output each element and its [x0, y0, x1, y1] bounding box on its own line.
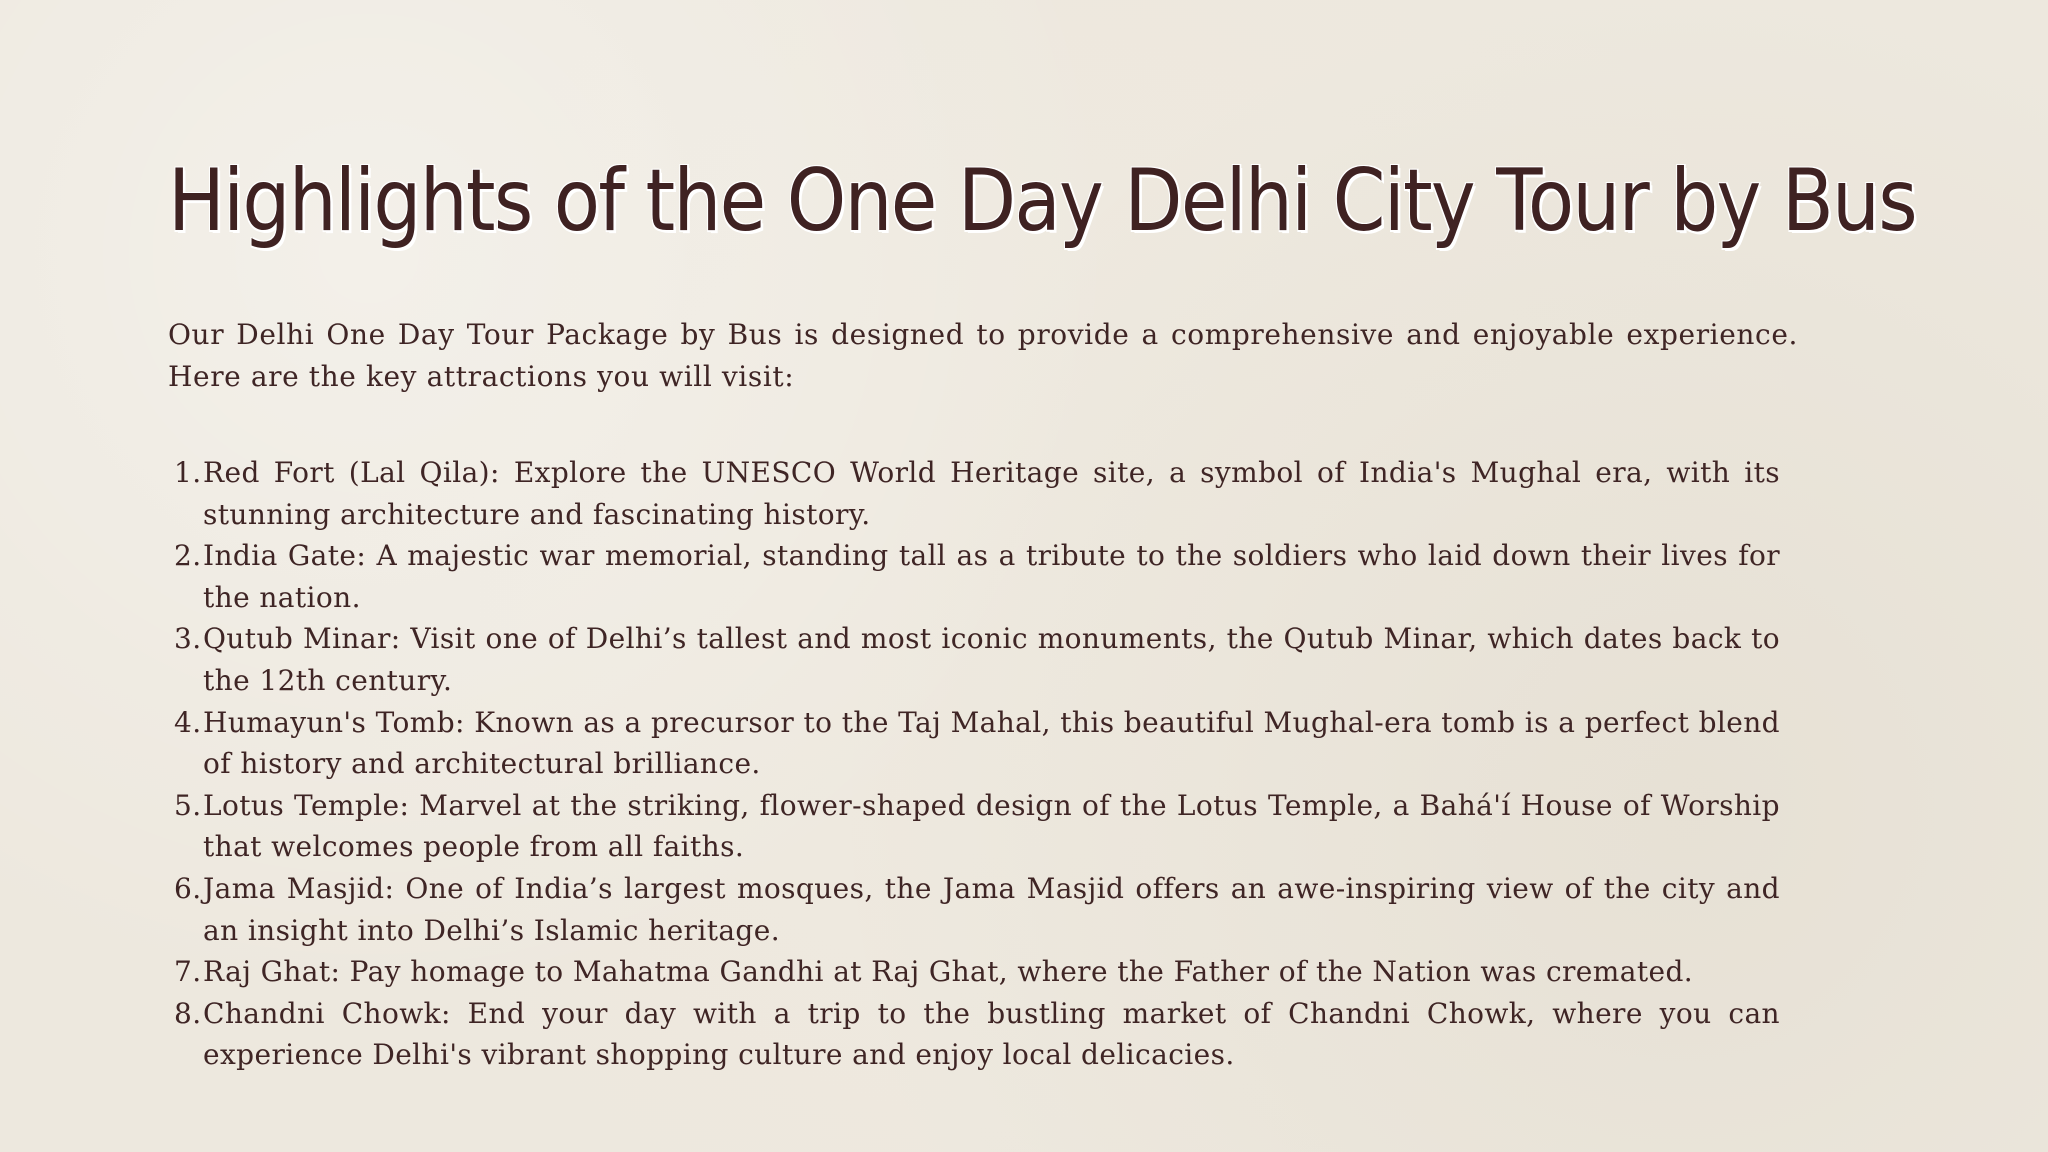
list-item-text: Red Fort (Lal Qila): Explore the UNESCO World Heritage site, a symbol of India's Mughal era, with its stunning architecture and fascinating history.	[203, 456, 1780, 531]
list-item-raj-ghat	[168, 951, 1780, 993]
list-item-jama-masjid	[168, 868, 1780, 951]
list-item-text: Lotus Temple: Marvel at the striking, flower-shaped design of the Lotus Temple, a Bahá'í House of Worship that welcomes people from all faiths.	[203, 788, 1780, 864]
list-item-number: 5.	[174, 788, 202, 822]
list-item-number: 1.	[174, 456, 202, 489]
list-item-text: Qutub Minar: Visit one of Delhi’s tallest and most iconic monuments, the Qutub Minar, which dates back to the 12th century.	[203, 622, 1780, 697]
attractions-list	[168, 452, 1780, 1076]
intro-paragraph: Our Delhi One Day Tour Package by Bus is designed to provide a comprehensive and enjoyable experience. Here are the key attractions you will visit:	[168, 318, 1798, 393]
list-item-text: Humayun's Tomb: Known as a precursor to the Taj Mahal, this beautiful Mughal-era tomb is a perfect blend of history and architectural brilliance.	[203, 705, 1780, 781]
list-item-number: 6.	[174, 871, 202, 905]
list-item-india-gate	[168, 535, 1780, 618]
list-item-text: Raj Ghat: Pay homage to Mahatma Gandhi at Raj Ghat, where the Father of the Nation was cremated.	[203, 955, 1694, 989]
list-item-text: Chandni Chowk: End your day with a trip to the bustling market of Chandni Chowk, where you can experience Delhi's vibrant shopping culture and enjoy local delicacies.	[203, 996, 1780, 1072]
list-item-number: 4.	[174, 705, 202, 739]
list-item-lotus-temple	[168, 785, 1780, 868]
list-item-text: Jama Masjid: One of India’s largest mosques, the Jama Masjid offers an awe-inspiring view of the city and an insight into Delhi’s Islamic heritage.	[203, 871, 1780, 947]
list-item-text: India Gate: A majestic war memorial, standing tall as a tribute to the soldiers who laid down their lives for the nation.	[203, 539, 1780, 614]
page-title: Highlights of the One Day Delhi City Tour by Bus	[168, 151, 1916, 251]
list-item-number: 7.	[174, 955, 202, 989]
list-item-humayuns-tomb	[168, 702, 1780, 785]
list-item-number: 8.	[174, 996, 202, 1030]
list-item-number: 2.	[174, 539, 202, 573]
list-item-qutub-minar	[168, 618, 1780, 701]
list-item-chandni-chowk	[168, 993, 1780, 1076]
list-item-red-fort	[168, 452, 1780, 535]
list-item-number: 3.	[174, 622, 202, 656]
